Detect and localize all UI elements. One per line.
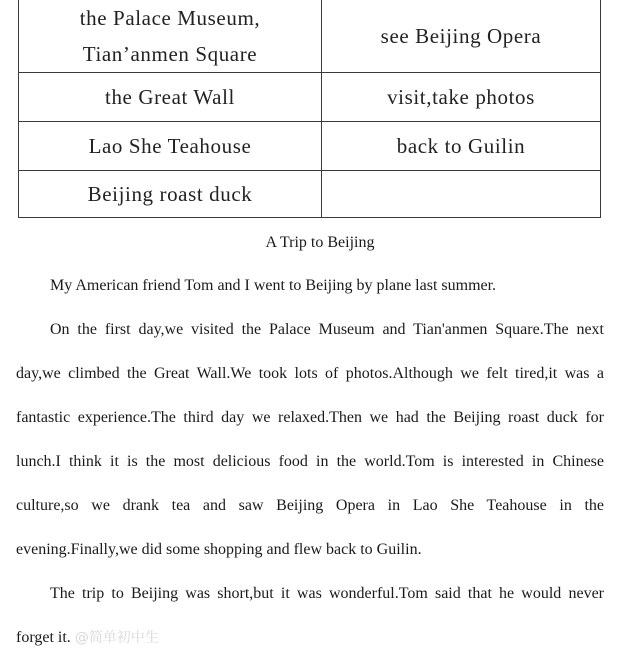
table-row xyxy=(19,73,601,122)
essay-paragraph: On the first day,we visited the Palace Museum and Tian'anmen Square.The next day,we climbed the Great Wall.We took lots of photos.Although we felt tired,it was a fantastic experience.The third day we relaxed.Then we had the Beijing roast duck for lunch.I think it is the most delicious food in the world.Tom is interested in Chinese culture,so we drank tea and saw Beijing Opera in Lao She Teahouse in the evening.Finally,we did some shopping and flew back to Guilin. xyxy=(16,321,604,558)
table-cell-right xyxy=(322,171,601,218)
cell-line: the Palace Museum, xyxy=(79,6,261,30)
table-cell-left: Beijing roast duck xyxy=(19,171,322,218)
table-row xyxy=(19,171,601,218)
table-cell-left: Lao She Teahouse xyxy=(19,122,322,171)
essay-paragraph xyxy=(16,572,604,660)
table-row xyxy=(19,0,601,73)
cell-line: Tian’anmen Square xyxy=(82,42,258,66)
watermark: @简单初中生 xyxy=(74,630,159,646)
table-cell-right: visit,take photos xyxy=(322,73,601,122)
essay-body xyxy=(16,264,604,660)
info-table xyxy=(18,0,601,218)
essay-paragraph-text: The trip to Beijing was short,but it was wonderful.Tom said that he would never forget it. xyxy=(16,585,604,646)
table-cell-right: back to Guilin xyxy=(322,122,601,171)
essay-title: A Trip to Beijing xyxy=(265,234,375,251)
table-cell-right: see Beijing Opera xyxy=(322,0,601,73)
table-cell-left: the Great Wall xyxy=(19,73,322,122)
table-row xyxy=(19,122,601,171)
table-cell-left xyxy=(19,0,322,73)
essay-paragraph: My American friend Tom and I went to Beijing by plane last summer. xyxy=(50,277,497,294)
